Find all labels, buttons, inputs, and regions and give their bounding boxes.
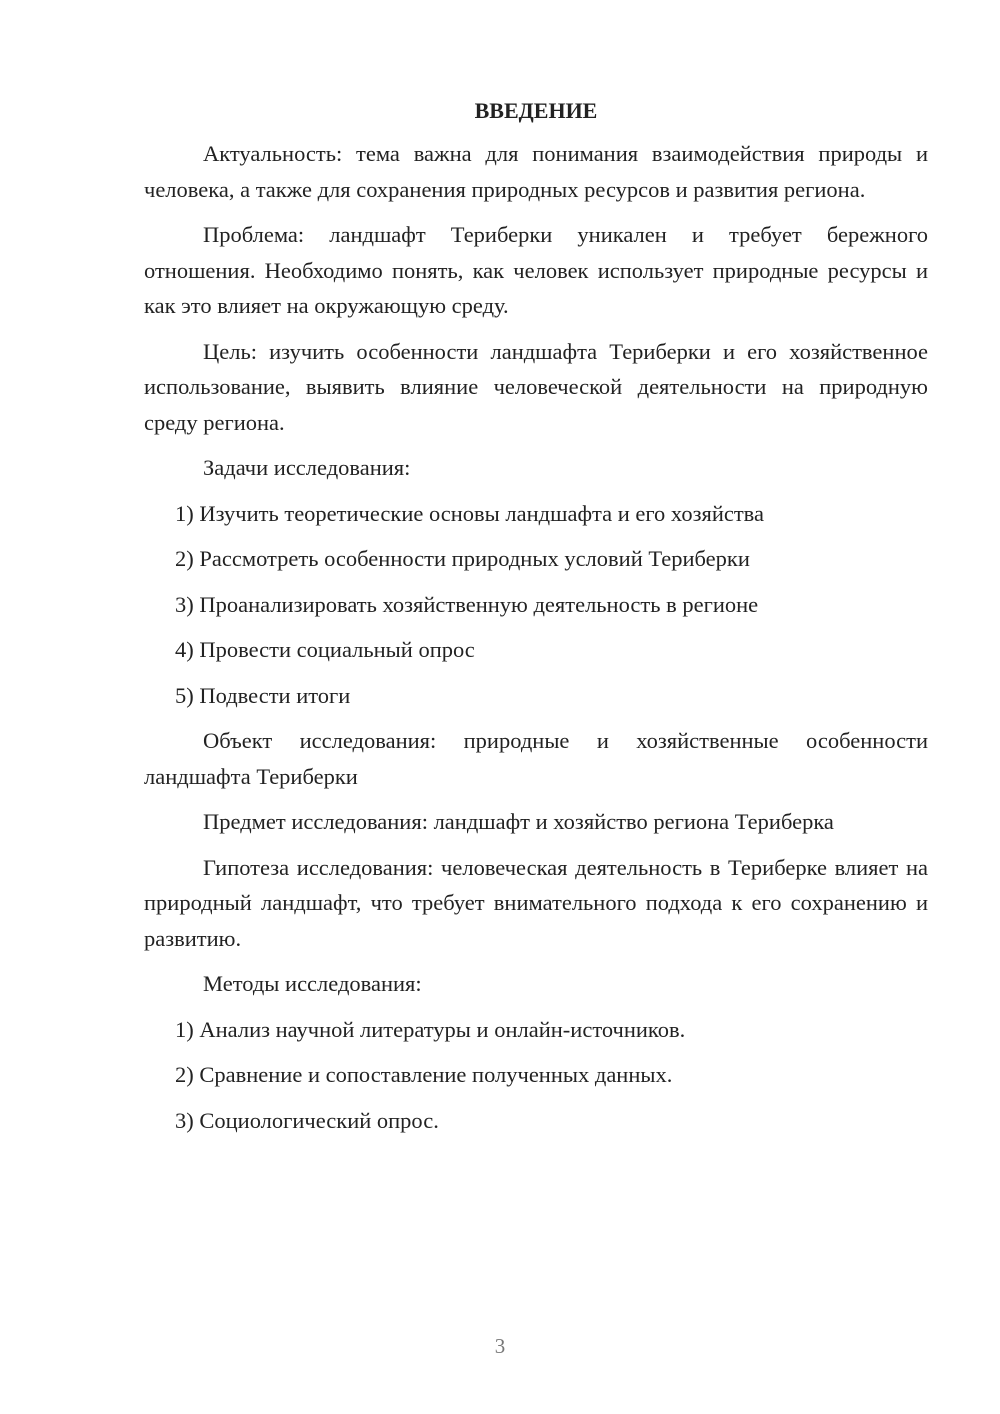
- goal-paragraph: Цель: изучить особенности ландшафта Териберки и его хозяйственное использование, выявить влияние человеческой деятельности на природную среду региона.: [144, 338, 928, 435]
- hypothesis-paragraph: Гипотеза исследования: человеческая деятельность в Териберке влияет на природный ландшафт, что требует внимательного подхода к его сохранению и развитию.: [144, 854, 928, 951]
- problem-paragraph: Проблема: ландшафт Териберки уникален и требует бережного отношения. Необходимо понять, как человек использует природные ресурсы и как это влияет на окружающую среду.: [144, 222, 928, 318]
- list-item: 4) Провести социальный опрос: [175, 637, 475, 662]
- list-item: 2) Рассмотреть особенности природных условий Териберки: [175, 546, 750, 571]
- list-item: 3) Проанализировать хозяйственную деятельность в регионе: [175, 591, 759, 617]
- object-paragraph: Объект исследования: природные и хозяйственные особенности ландшафта Териберки: [144, 728, 928, 789]
- methods-heading: Методы исследования:: [203, 971, 422, 996]
- list-item: 1) Изучить теоретические основы ландшафта и его хозяйства: [175, 500, 764, 526]
- document-page: [144, 96, 928, 1148]
- list-item: 2) Сравнение и сопоставление полученных данных.: [175, 1062, 673, 1087]
- subject-paragraph: Предмет исследования: ландшафт и хозяйство региона Териберка: [203, 809, 834, 834]
- page-number: 3: [494, 1334, 506, 1358]
- tasks-list: [144, 496, 928, 714]
- list-item: 5) Подвести итоги: [175, 682, 351, 708]
- list-item: 1) Анализ научной литературы и онлайн-источников.: [175, 1016, 686, 1042]
- section-title: ВВЕДЕНИЕ: [474, 98, 598, 123]
- list-item: 3) Социологический опрос.: [175, 1107, 439, 1133]
- methods-list: [144, 1012, 928, 1139]
- tasks-heading: Задачи исследования:: [203, 455, 411, 480]
- relevance-paragraph: Актуальность: тема важна для понимания взаимодействия природы и человека, а также для сохранения природных ресурсов и развития региона.: [144, 141, 928, 202]
